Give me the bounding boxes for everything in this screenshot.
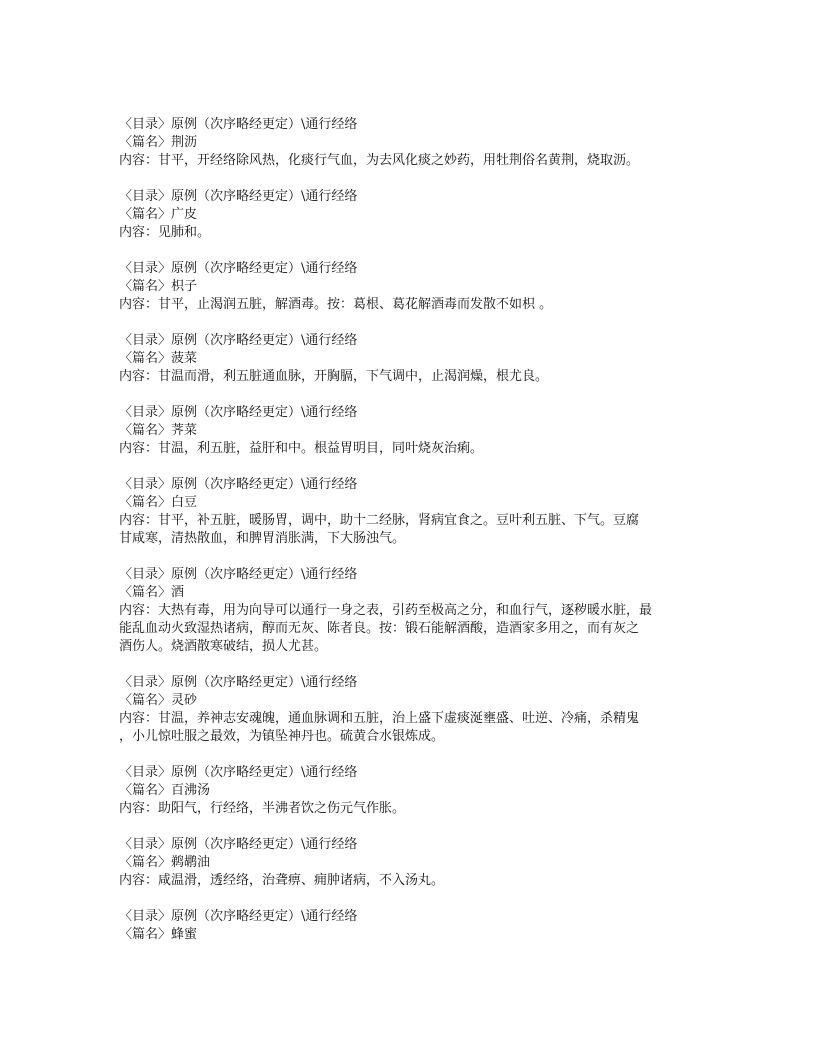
entry-content-line: 甘咸寒，清热散血，和脾胃消胀满，下大肠浊气。 (119, 531, 406, 546)
entry-title: 〈篇名〉白豆 (119, 495, 198, 510)
catalog-line: 〈目录〉原例（次序略经更定）\通行经络 (119, 405, 358, 420)
catalog-line: 〈目录〉原例（次序略经更定）\通行经络 (119, 765, 358, 780)
entry-content-line: 内容：甘平，开经络除风热，化痰行气血，为去风化痰之妙药，用牡荆俗名黄荆，烧取沥。 (119, 153, 640, 168)
entry-title: 〈篇名〉荠菜 (119, 423, 198, 438)
catalog-line: 〈目录〉原例（次序略经更定）\通行经络 (119, 675, 358, 690)
entry-content-line: ，小儿惊吐服之最效，为镇坠神丹也。硫黄合水银炼成。 (119, 729, 445, 744)
entry-content-line: 内容：甘平，止渴润五脏，解酒毒。按：葛根、葛花解酒毒而发散不如枳 。 (119, 297, 553, 312)
entry-title: 〈篇名〉酒 (119, 585, 185, 600)
catalog-line: 〈目录〉原例（次序略经更定）\通行经络 (119, 909, 358, 924)
entry-title: 〈篇名〉枳子 (119, 279, 198, 294)
catalog-line: 〈目录〉原例（次序略经更定）\通行经络 (119, 477, 358, 492)
entry-content-line: 酒伤人。烧酒散寒破结，损人尤甚。 (119, 639, 328, 654)
entry (119, 404, 719, 458)
entry-title: 〈篇名〉百沸汤 (119, 783, 211, 798)
entry (119, 836, 719, 890)
entry-content-line: 内容：甘温，利五脏，益肝和中。根益胃明目，同叶烧灰治痢。 (119, 441, 484, 456)
entry (119, 566, 719, 656)
entry (119, 908, 719, 944)
entry-title: 〈篇名〉鹈鹕油 (119, 855, 211, 870)
entry-title: 〈篇名〉广皮 (119, 207, 198, 222)
entry-title: 〈篇名〉荆沥 (119, 135, 198, 150)
entry-content-line: 内容：甘平，补五脏，暖肠胃，调中，助十二经脉，肾病宜食之。豆叶利五脏、下气。豆腐 (119, 513, 640, 528)
entry (119, 476, 719, 548)
entry (119, 116, 719, 170)
entry (119, 674, 719, 746)
catalog-line: 〈目录〉原例（次序略经更定）\通行经络 (119, 333, 358, 348)
entry-title: 〈篇名〉蜂蜜 (119, 927, 198, 942)
catalog-line: 〈目录〉原例（次序略经更定）\通行经络 (119, 261, 358, 276)
catalog-line: 〈目录〉原例（次序略经更定）\通行经络 (119, 837, 358, 852)
entry-content-line: 内容：见肺和。 (119, 225, 211, 240)
entry-content-line: 内容：助阳气，行经络，半沸者饮之伤元气作胀。 (119, 801, 406, 816)
entry-title: 〈篇名〉灵砂 (119, 693, 198, 708)
entry (119, 188, 719, 242)
catalog-line: 〈目录〉原例（次序略经更定）\通行经络 (119, 567, 358, 582)
entry-content-line: 内容：咸温滑，透经络，治聋痹、痈肿诸病，不入汤丸。 (119, 873, 445, 888)
entry (119, 260, 719, 314)
entry (119, 332, 719, 386)
entry-content-line: 内容：甘温而滑，利五脏通血脉，开胸膈，下气调中，止渴润燥，根尤良。 (119, 369, 549, 384)
catalog-line: 〈目录〉原例（次序略经更定）\通行经络 (119, 189, 358, 204)
catalog-line: 〈目录〉原例（次序略经更定）\通行经络 (119, 117, 358, 132)
entry-content-line: 能乱血动火致湿热诸病，醇而无灰、陈者良。按：锻石能解酒酸，造酒家多用之，而有灰之 (119, 621, 640, 636)
document-body (119, 116, 719, 962)
entry-content-line: 内容：大热有毒，用为向导可以通行一身之表，引药至极高之分，和血行气，逐秽暖水脏，最 (119, 603, 653, 618)
entry-content-line: 内容：甘温，养神志安魂魄，通血脉调和五脏，治上盛下虚痰涎壅盛、吐逆、冷痛，杀精鬼 (119, 711, 640, 726)
entry (119, 764, 719, 818)
entry-title: 〈篇名〉菠菜 (119, 351, 198, 366)
